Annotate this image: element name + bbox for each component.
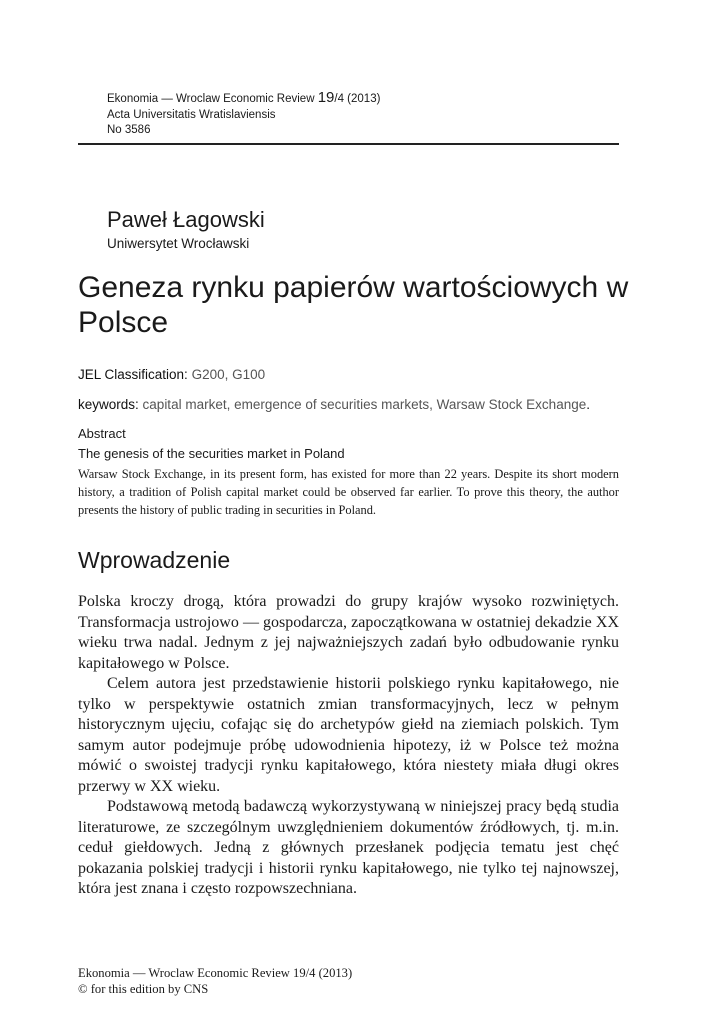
abstract-subtitle: The genesis of the securities market in Poland — [78, 446, 345, 461]
section-body — [78, 592, 619, 900]
jel-label: JEL Classification: — [78, 367, 188, 382]
author-affiliation: Uniwersytet Wrocławski — [107, 236, 250, 251]
paragraph: Polska kroczy drogą, która prowadzi do grupy krajów wysoko rozwiniętych. Transformacja ustrojowo — gospodarcza, zapoczątkowana w ostatniej dekadzie XX wieku trwa nadal. Jednym z jej najważniejszych zadań było odbudowanie rynku kapitałowego w Polsce. — [78, 593, 619, 672]
journal-line — [107, 90, 380, 108]
header-rule — [78, 143, 619, 145]
abstract-heading: Abstract — [78, 426, 126, 441]
paragraph: Celem autora jest przedstawienie historii polskiego rynku kapitałowego, nie tylko w perspektywie ostatnich zmian transformacyjnych, lecz w pełnym historycznym ujęciu, cofając się do archetypów giełd na ziemiach polskich. Tym samym autor podejmuje próbę udowodnienia hipotezy, iż w Polsce też można mówić o swoistej tradycji rynku kapitałowego, która niestety miała długi okres przerwy w XX wieku. — [78, 675, 619, 795]
volume-number: 19 — [317, 89, 335, 106]
keywords — [78, 396, 590, 413]
issue-number: No 3586 — [107, 124, 151, 136]
series-name: Acta Universitatis Wratislaviensis — [107, 108, 276, 121]
keywords-end: . — [586, 397, 590, 412]
article-title: Geneza rynku papierów wartościowych w Polsce — [78, 271, 629, 339]
jel-classification — [78, 366, 265, 383]
keywords-label: keywords: — [78, 397, 139, 412]
journal-name: Ekonomia — Wroclaw Economic Review — [107, 93, 318, 105]
jel-value: G200, G100 — [191, 367, 266, 382]
running-header — [107, 90, 380, 139]
section-heading: Wprowadzenie — [78, 547, 231, 573]
keywords-value: capital market, emergence of securities markets, Warsaw Stock Exchange — [142, 397, 587, 412]
issue-info: /4 (2013) — [334, 93, 381, 105]
abstract-text: Warsaw Stock Exchange, in its present form, has existed for more than 22 years. Despite its short modern history, a tradition of Polish capital market could be observed far earlier. To prove this theory, the author presents the history of public trading in securities in Poland. — [78, 467, 619, 517]
page-footer — [78, 965, 352, 997]
footer-copyright: © for this edition by CNS — [78, 982, 209, 996]
paragraph: Podstawową metodą badawczą wykorzystywaną w niniejszej pracy będą studia literaturowe, ze szczególnym uwzględnieniem dokumentów źródłowych, tj. m.in. ceduł giełdowych. Jedną z głównych przesłanek podjęcia tematu jest chęć pokazania polskiej tradycji i historii rynku kapitałowego, nie tylko tej najnowszej, która jest znana i często rozpowszechniana. — [78, 798, 619, 897]
footer-journal: Ekonomia — Wroclaw Economic Review 19/4 (2013) — [78, 966, 353, 980]
author-name: Paweł Łagowski — [107, 207, 265, 232]
